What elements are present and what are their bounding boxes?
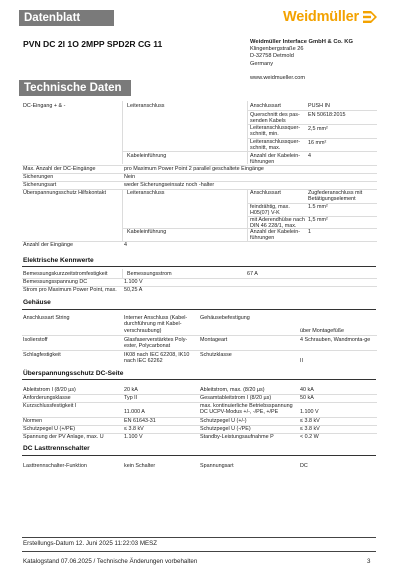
brand-logo <box>283 9 377 25</box>
spec-key: Gesamtableitstrom I (8/20 µs) <box>200 395 272 401</box>
spec-key: Strom pro Maximum Power Point, max. <box>23 287 117 293</box>
creation-date: Erstellungs-Datum 12. Juni 2025 11:22:03 MESZ <box>23 540 158 547</box>
spec-value: 2,5 mm² <box>308 126 328 132</box>
spec-key: Anzahl der Kabelein-führungen <box>250 229 301 242</box>
spec-value: 1.5 mm² <box>308 204 328 210</box>
spec-value: Nein <box>124 174 136 180</box>
spec-key: Anschlussart String <box>23 315 70 321</box>
product-title: PVN DC 2I 1O 2MPP SPD2R CG 11 <box>23 39 163 49</box>
brand-name: Weidmüller <box>283 9 359 25</box>
spec-value: ≤ 3.8 kV <box>300 418 320 424</box>
spd-aux-contact-label: Überspannungsschutz Hilfskontakt <box>23 190 106 196</box>
spec-key: Lasttrennschalter-Funktion <box>23 463 87 469</box>
spec-value: 1,5 mm² <box>308 217 328 223</box>
spec-value: 4 Schrauben, Wandmonta-ge <box>300 337 371 343</box>
spec-value: 50,25 A <box>124 287 143 293</box>
spec-key: Anzahl der Kabelein-führungen <box>250 153 301 166</box>
page-number: 3 <box>367 558 371 565</box>
spec-key: max. kontinuierliche Betriebsspannung DC UCPV-Modus +/-, -/PE, +/PE <box>200 403 293 416</box>
spec-value: 1 <box>308 229 311 235</box>
spec-value: Glasfaserverstärktes Poly-ester, Polycarbonat <box>124 337 188 350</box>
section-title-electrical: Elektrische Kennwerte <box>23 257 94 264</box>
spec-key: Isolierstoff <box>23 337 48 343</box>
spec-key: Anschlussart <box>250 103 281 109</box>
spec-value: 4 <box>124 242 127 248</box>
spec-value: 11.000 A <box>124 409 145 415</box>
spec-key: Schutzpegel U (+/-) <box>200 418 247 424</box>
spec-key: Sicherungen <box>23 174 54 180</box>
section-title-housing: Gehäuse <box>23 299 51 306</box>
spec-value: PUSH IN <box>308 103 330 109</box>
spec-key: Anzahl der Eingänge <box>23 242 74 248</box>
spec-value: 50 kA <box>300 395 314 401</box>
spec-value: ≤ 3.8 kV <box>124 426 144 432</box>
company-address <box>250 39 353 82</box>
spec-key: Spannungsart <box>200 463 234 469</box>
spec-key: Querschnitt des pas-senden Kabels <box>250 112 300 125</box>
spec-key: Ableitstrom I (8/20 µs) <box>23 387 76 393</box>
website: www.weidmueller.com <box>250 75 306 82</box>
spec-value: 40 kA <box>300 387 314 393</box>
spec-key: Standby-Leistungsaufnahme P <box>200 434 274 440</box>
cable-entry-label: Kabeleinführung <box>127 229 167 235</box>
spec-key: Anforderungsklasse <box>23 395 71 401</box>
spec-key: Bemessungsspannung DC <box>23 279 88 285</box>
conductor-connection-label: Leiteranschluss <box>127 103 165 109</box>
spec-value: 4 <box>308 153 311 159</box>
spec-key: Montageart <box>200 337 228 343</box>
address-line: D-32758 Detmold <box>250 53 294 60</box>
datasheet-label: Datenblatt <box>19 10 114 26</box>
spec-value: Interner Anschluss (Kabel-durchführung mit Kabel-verschraubung) <box>124 315 188 334</box>
spec-value: pro Maximum Power Point 2 parallel geschaltete Eingänge <box>124 166 264 172</box>
spec-value: EN 50618:2015 <box>308 112 346 118</box>
spec-value: Typ II <box>124 395 138 401</box>
spec-key: Gehäusebefestigung <box>200 315 250 321</box>
spec-key: Leiteranschlussquer-schnitt, min. <box>250 125 301 138</box>
spec-key: Spannung der PV Anlage, max. U <box>23 434 104 440</box>
spec-value: 1.100 V <box>300 409 319 415</box>
spec-value: weder Sicherungseinsatz noch -halter <box>124 182 215 188</box>
spec-value: II <box>300 358 303 364</box>
spec-value: Zugfederanschluss mit Betätigungselement <box>308 190 363 203</box>
spec-value: < 0.2 W <box>300 434 319 440</box>
spec-value: 16 mm² <box>308 140 327 146</box>
spec-key: Anschlussart <box>250 190 281 196</box>
spec-key: Schlagfestigkeit <box>23 352 61 358</box>
spec-value: 1.100 V <box>124 279 143 285</box>
spec-value: IK08 nach IEC 62208, IK10 nach IEC 62262 <box>124 352 190 365</box>
spec-value: kein Schalter <box>124 463 156 469</box>
spec-value: 1.100 V <box>124 434 143 440</box>
weidmueller-logo-icon <box>363 10 377 24</box>
spec-key: Sicherungsart <box>23 182 57 188</box>
spec-value: über Montagefüße <box>300 328 345 334</box>
spec-key: Kurzschlussfestigkeit I <box>23 403 77 409</box>
cable-entry-label: Kabeleinführung <box>127 153 167 159</box>
spec-key: feindrähtig, max. H05(07) V-K <box>250 204 290 217</box>
technical-data-heading: Technische Daten <box>19 80 131 96</box>
section-title-surge: Überspannungsschutz DC-Seite <box>23 370 124 377</box>
section-title-load-switch: DC Lasttrennschalter <box>23 445 90 452</box>
spec-value: 20 kA <box>124 387 138 393</box>
company-name: Weidmüller Interface GmbH & Co. KG <box>250 39 353 45</box>
spec-key: Normen <box>23 418 43 424</box>
address-line: Germany <box>250 60 274 67</box>
spec-key: Schutzklasse <box>200 352 232 358</box>
spec-key: Schutzpegel U (-/PE) <box>200 426 251 432</box>
spec-value: DC <box>300 463 308 469</box>
spec-key: Max. Anzahl der DC-Eingänge <box>23 166 96 172</box>
spec-value: ≤ 3.8 kV <box>300 426 320 432</box>
dc-input-label: DC-Eingang + & - <box>23 103 66 109</box>
catalog-note: Katalogstand 07.06.2025 / Technische Änderungen vorbehalten <box>23 558 198 565</box>
spec-key: mit Aderendhülse nach DIN 46 228/1, max. <box>250 217 305 230</box>
spec-value: EN 61643-31 <box>124 418 156 424</box>
spec-key: Bemessungsstrom <box>127 271 172 277</box>
spec-key: Bemessungskurzzeitstromfestigkeit <box>23 271 108 277</box>
spec-key: Schutzpegel U (+/PE) <box>23 426 75 432</box>
spec-key: Ableitstrom, max. (8/20 µs) <box>200 387 265 393</box>
spec-key: Leiteranschlussquer-schnitt, max. <box>250 139 301 152</box>
conductor-connection-label: Leiteranschluss <box>127 190 165 196</box>
address-line: Klingenbergstraße 26 <box>250 46 304 53</box>
spec-value: 67 A <box>247 271 258 277</box>
